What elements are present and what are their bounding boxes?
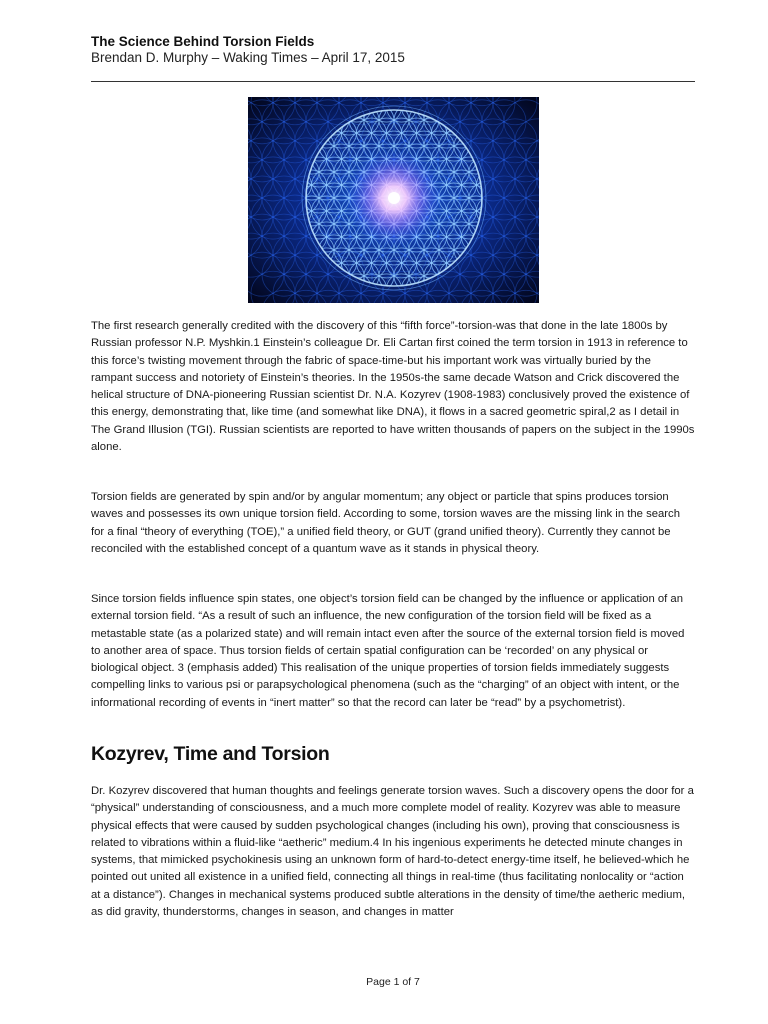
document-title: The Science Behind Torsion Fields	[91, 34, 315, 49]
paragraph-4	[91, 783, 695, 921]
paragraph-3-text: Since torsion fields influence spin states, one object’s torsion field can be changed by the influence or application of an external torsion field. “As a result of such an influence, the new configuration of the torsion field will be fixed as a metastable state (as a polarized state) and will remain intact even after the source of the external torsion field is moved to another area of space. Thus torsion fields of certain spatial configuration can be ‘recorded’ on any physical or biological object. 3 (emphasis added) This realisation of the unique properties of torsion fields immediately suggests compelling links to various psi or parapsychological phenomena (such as the “charging” of an object with intent, or the informational recording of events in “inert matter” so that the record can later be “read” by a psychometrist).	[91, 593, 685, 709]
section-heading: Kozyrev, Time and Torsion	[91, 743, 330, 765]
header-divider	[91, 81, 695, 82]
paragraph-2	[91, 489, 695, 558]
paragraph-2-text: Torsion fields are generated by spin and/or by angular momentum; any object or particle that spins produces torsion waves and possesses its own unique torsion field. According to some, torsion waves are the missing link in the search for a final “theory of everything (TOE),” a unified field theory, or GUT (grand unified theory). Currently they cannot be reconciled with the established concept of a quantum wave as it stands in physical theory.	[91, 491, 680, 555]
document-byline: Brendan D. Murphy – Waking Times – April 17, 2015	[91, 50, 405, 65]
paragraph-4-text: Dr. Kozyrev discovered that human thoughts and feelings generate torsion waves. Such a discovery opens the door for a “physical” understanding of consciousness, and a much more complete model of reality. Kozyrev was able to measure physical effects that were caused by sudden psychological changes (including his own), proving that consciousness is related to vibrations within a fluid-like “aetheric” medium.4 In his ingenious experiments he detected minute changes in systems, that mimicked psychokinesis using an unknown form of hard-to-detect energy-time itself, he believed-which he pointed out united all existence in a unified field, connecting all things in real-time (thus facilitating nonlocality or “action at a distance”). Changes in mechanical systems produced subtle alterations in the density of time/the aetheric medium, as did gravity, thunderstorms, changes in season, and changes in matter	[91, 785, 694, 919]
flower-of-life-image	[248, 97, 539, 303]
flower-of-life-graphic	[248, 97, 539, 303]
paragraph-1-text: The first research generally credited with the discovery of this “fifth force”-torsion-was that done in the late 1800s by Russian professor N.P. Myshkin.1 Einstein’s colleague Dr. Eli Cartan first coined the term torsion in 1913 in reference to this force’s twisting movement through the fabric of space-time-but his important work was virtually buried by the rampant success and notoriety of Einstein’s theories. In the 1950s-the same decade Watson and Crick discovered the helical structure of DNA-pioneering Russian scientist Dr. N.A. Kozyrev (1908-1983) conclusively proved the existence of this energy, demonstrating that, like time (and somewhat like DNA), it flows in a sacred geometric spiral,2 as I detail in The Grand Illusion (TGI). Russian scientists are reported to have written thousands of papers on the subject in the 1990s alone.	[91, 320, 695, 454]
page-number: Page 1 of 7	[366, 976, 420, 988]
document-page	[91, 0, 695, 1024]
paragraph-3	[91, 591, 695, 712]
paragraph-1	[91, 318, 695, 456]
